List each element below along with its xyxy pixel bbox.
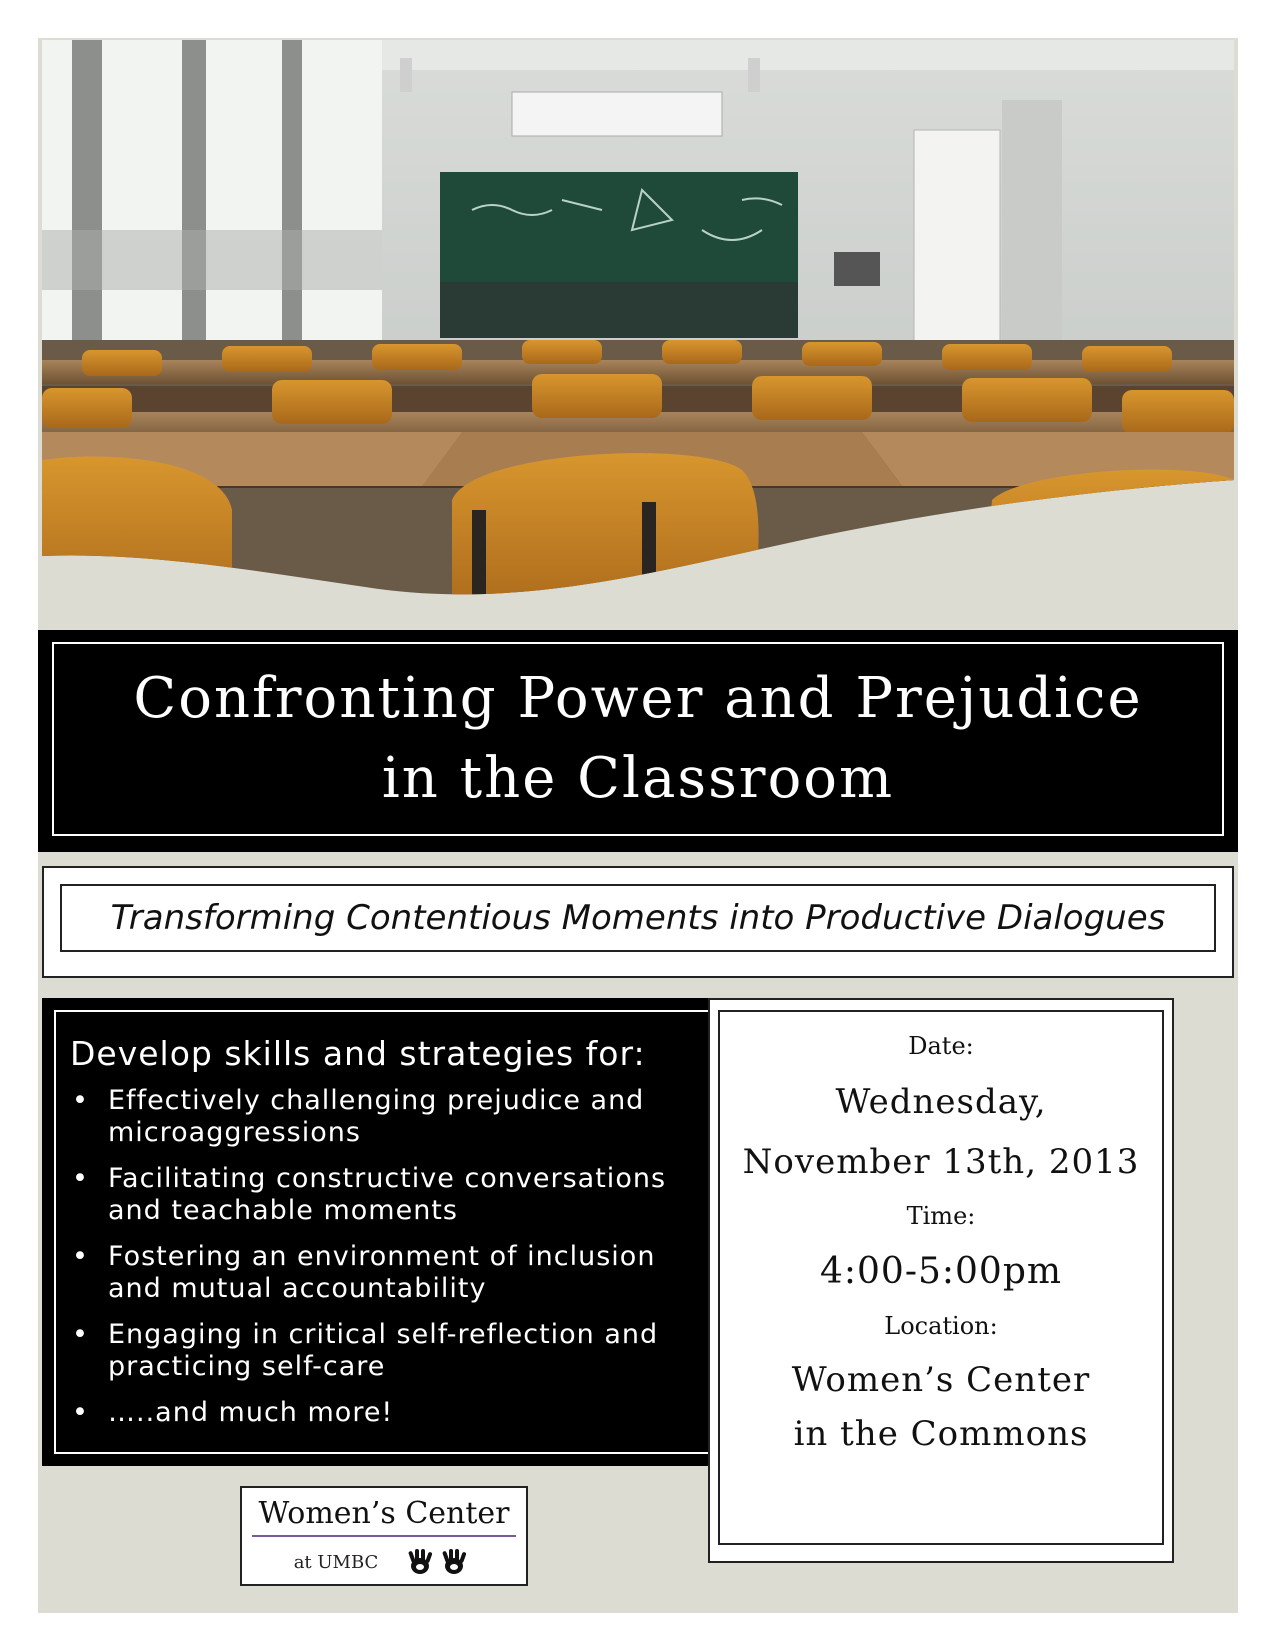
subtitle-frame (60, 884, 1216, 952)
location-label: Location: (884, 1312, 998, 1340)
list-item-text: Engaging in critical self-reflection and practicing self-care (108, 1319, 659, 1382)
handprints-icon (404, 1547, 474, 1577)
event-details-frame (718, 1010, 1164, 1545)
flyer-page (38, 38, 1238, 1613)
logo-row (242, 1547, 526, 1577)
list-item (70, 1085, 696, 1149)
title-frame (52, 642, 1224, 836)
logo-subtitle: at UMBC (293, 1551, 379, 1573)
bullet-icon: • (72, 1397, 89, 1428)
list-item-text: Effectively challenging prejudice and microaggressions (108, 1085, 645, 1148)
list-item-text: Fostering an environment of inclusion and mutual accountability (108, 1241, 656, 1304)
location-line-2: in the Commons (793, 1414, 1089, 1454)
logo-title: Women’s Center (252, 1496, 515, 1537)
title-line-2: in the Classroom (381, 746, 895, 811)
title-band (38, 630, 1238, 852)
time-label: Time: (906, 1202, 976, 1230)
skills-frame (54, 1010, 710, 1454)
skills-heading: Develop skills and strategies for: (70, 1034, 646, 1073)
event-details-box (708, 998, 1174, 1563)
location-line-1: Women’s Center (791, 1360, 1091, 1400)
classroom-photo (42, 40, 1234, 620)
date-line-1: Wednesday, (835, 1082, 1047, 1122)
skills-box (42, 998, 722, 1466)
bullet-icon: • (72, 1241, 89, 1272)
list-item (70, 1319, 696, 1383)
time-value: 4:00-5:00pm (819, 1251, 1063, 1292)
list-item (70, 1397, 696, 1429)
title-line-1: Confronting Power and Prejudice (133, 666, 1143, 731)
skills-list (70, 1085, 696, 1429)
list-item-text: …..and much more! (108, 1397, 394, 1428)
list-item-text: Facilitating constructive conversations and teachable moments (108, 1163, 667, 1226)
subtitle: Transforming Contentious Moments into Productive Dialogues (110, 898, 1166, 938)
date-line-2: November 13th, 2013 (742, 1142, 1140, 1182)
list-item (70, 1163, 696, 1227)
date-label: Date: (908, 1032, 974, 1060)
womens-center-logo (240, 1486, 528, 1586)
bullet-icon: • (72, 1085, 89, 1116)
bullet-icon: • (72, 1319, 89, 1350)
bullet-icon: • (72, 1163, 89, 1194)
list-item (70, 1241, 696, 1305)
subtitle-band (42, 866, 1234, 978)
